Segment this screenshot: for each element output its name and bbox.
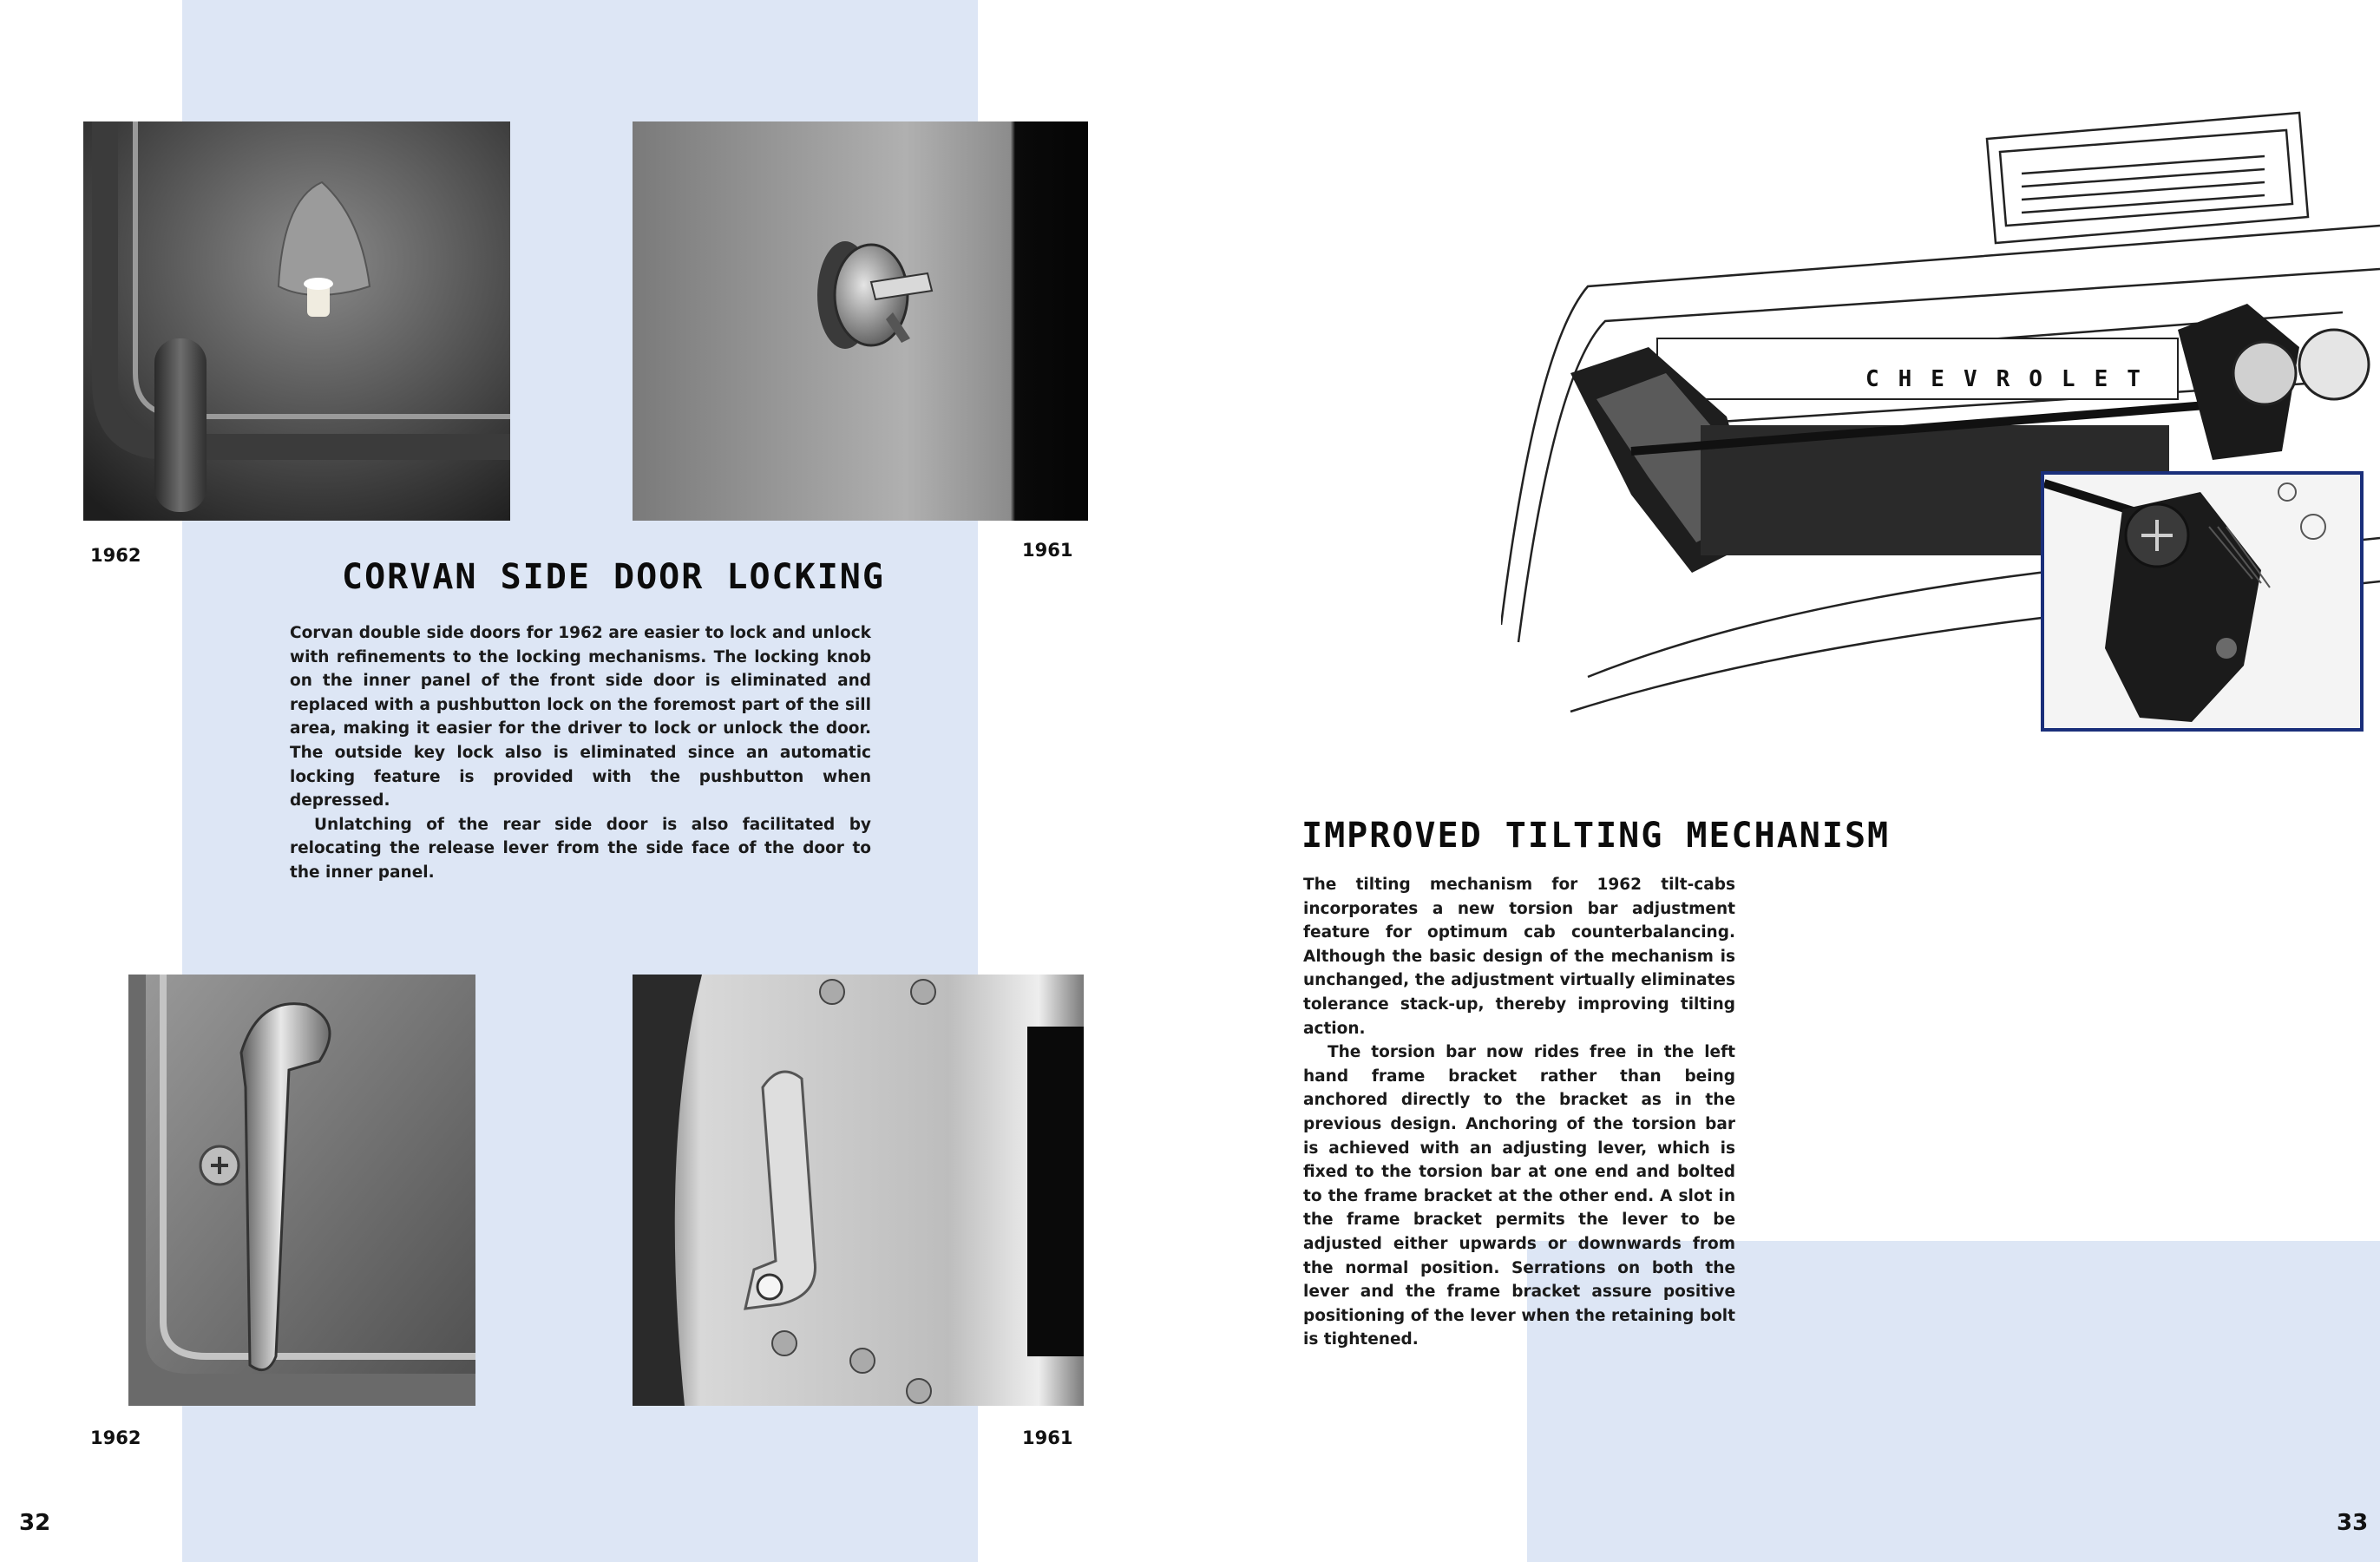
photo-1962-pushbutton-lock (83, 121, 510, 521)
caption-bottom-left: 1962 (90, 1427, 141, 1448)
corvan-paragraph-1: Corvan double side doors for 1962 are easier to lock and unlock with refinements to the locking mechanisms. The locking knob on the inner panel of the front side door is eliminated and replaced with a pushbutton lock on the foremost part of the sill area, making it easier for the driver to lock or unlock the door. The outside key lock also is eliminated since an automatic locking feature is provided with the pushbutton when depressed. (290, 624, 871, 811)
page-number-left: 32 (19, 1510, 51, 1536)
corvan-paragraph-2: Unlatching of the rear side door is also facilitated by relocating the release lever from the side face of the door to the inner panel. (290, 815, 871, 882)
corvan-body-text (290, 621, 871, 885)
corvan-heading: CORVAN SIDE DOOR LOCKING (342, 557, 885, 597)
photo-1961-release-lever (633, 975, 1084, 1406)
photo-1962-release-lever (128, 975, 475, 1406)
tilting-paragraph-2: The torsion bar now rides free in the left hand frame bracket rather than being anchored directly to the bracket as in the previous design. Anchoring of the torsion bar is achieved with an adjusting lever, which is fixed to the torsion bar at one end and bolted to the frame bracket at the other end. A slot in the frame bracket permits the lever to be adjusted either upwards or downwards from the normal position. Serrations on both the lever and the frame bracket assure positive positioning of the lever when the retaining bolt is tightened. (1303, 1043, 1735, 1349)
tilting-paragraph-1: The tilting mechanism for 1962 tilt-cabs incorporates a new torsion bar adjustment feature for optimum cab counterbalancing. Although the basic design of the mechanism is unchanged, the adjustment virtually eliminates tolerance stack-up, thereby improving tilting action. (1303, 876, 1735, 1038)
photo-1961-locking-knob (633, 121, 1088, 521)
caption-bottom-right: 1961 (1022, 1427, 1073, 1448)
caption-top-left: 1962 (90, 545, 141, 566)
caption-top-right: 1961 (1022, 540, 1073, 561)
tilting-body-text (1303, 873, 1735, 1352)
torsion-bar-inset (2041, 471, 2364, 732)
illustration-brand-text: CHEVROLET (1865, 366, 2160, 392)
page-number-right: 33 (2337, 1510, 2369, 1536)
tilting-heading: IMPROVED TILTING MECHANISM (1301, 816, 1891, 856)
